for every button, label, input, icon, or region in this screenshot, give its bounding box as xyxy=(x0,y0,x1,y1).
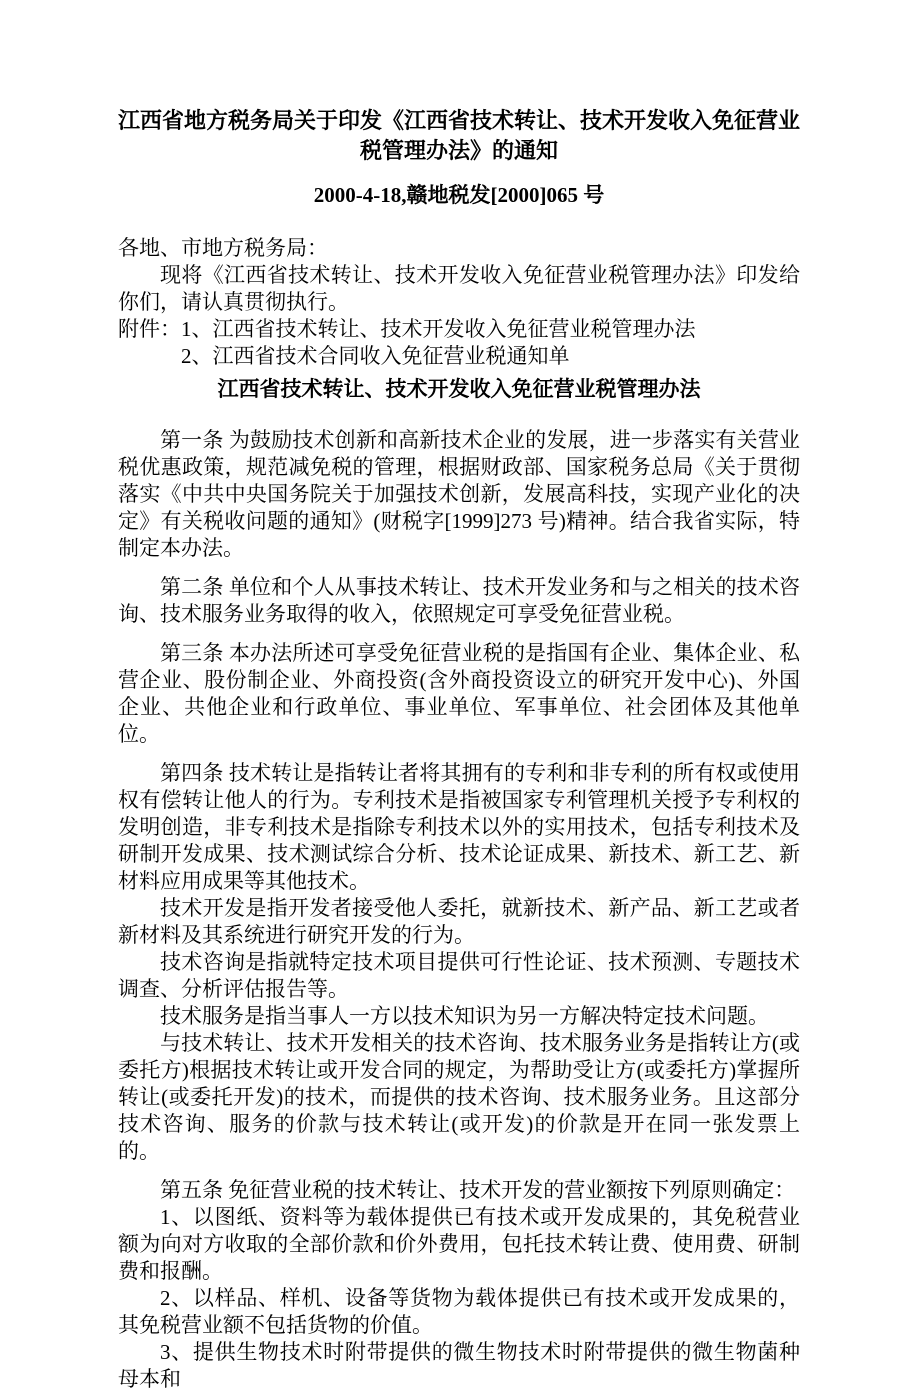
document-title: 江西省地方税务局关于印发《江西省技术转让、技术开发收入免征营业税管理办法》的通知 xyxy=(118,108,801,163)
article-4-paragraph: 第四条 技术转让是指转让者将其拥有的专利和非专利的所有权或使用权有偿转让他人的行为。专利技术是指被国家专利管理机关授予专利权的发明创造，非专利技术是指除专利技术以外的实用技术，包括专利技术及研制开发成果、技术测试综合分析、技术论证成果、新技术、新工艺、新材料应用成果等其他技术。 xyxy=(118,761,800,893)
article-1-paragraph: 第一条 为鼓励技术创新和高新技术企业的发展，进一步落实有关营业税优惠政策，规范减免税的管理，根据财政部、国家税务总局《关于贯彻落实《中共中央国务院关于加强技术创新，发展高科技，实现产业化的决定》有关税收问题的通知》(财税字[1999]273 号)精神。结合我省实际，特制定本办法。 xyxy=(118,428,800,560)
article-5-item-3: 3、提供生物技术时附带提供的微生物技术时附带提供的微生物菌种母本和 xyxy=(118,1340,800,1391)
article-2-paragraph: 第二条 单位和个人从事技术转让、技术开发业务和与之相关的技术咨询、技术服务业务取得的收入，依照规定可享受免征营业税。 xyxy=(118,575,800,626)
article-3-paragraph: 第三条 本办法所述可享受免征营业税的是指国有企业、集体企业、私营企业、股份制企业、外商投资(含外商投资设立的研究开发中心)、外国企业、共他企业和行政单位、事业单位、军事单位、社会团体及其他单位。 xyxy=(118,641,800,746)
salutation: 各地、市地方税务局： xyxy=(118,236,328,260)
article-5-item-2: 2、以样品、样机、设备等货物为载体提供已有技术或开发成果的，其免税营业额不包括货物的价值。 xyxy=(118,1286,800,1337)
article-4-subparagraph-tech-development: 技术开发是指开发者接受他人委托，就新技术、新产品、新工艺或者新材料及其系统进行研究开发的行为。 xyxy=(118,896,800,947)
article-5-item-1: 1、以图纸、资料等为载体提供已有技术或开发成果的，其免税营业额为向对方收取的全部价款和价外费用，包托技术转让费、使用费、研制费和报酬。 xyxy=(118,1205,800,1283)
attachment-line-1: 附件：1、江西省技术转让、技术开发收入免征营业税管理办法 xyxy=(118,317,696,341)
article-4-subparagraph-tech-consulting: 技术咨询是指就特定技术项目提供可行性论证、技术预测、专题技术调查、分析评估报告等。 xyxy=(118,950,800,1001)
article-4-subparagraph-tech-service: 技术服务是指当事人一方以技术知识为另一方解决特定技术问题。 xyxy=(160,1004,769,1028)
attachment-line-2: 2、江西省技术合同收入免征营业税通知单 xyxy=(181,344,570,368)
measures-heading: 江西省技术转让、技术开发收入免征营业税管理办法 xyxy=(217,377,701,401)
intro-paragraph: 现将《江西省技术转让、技术开发收入免征营业税管理办法》印发给你们，请认真贯彻执行。 xyxy=(118,263,800,314)
doc-date-number: 2000-4-18,赣地税发[2000]065 号 xyxy=(313,183,605,207)
article-5-paragraph: 第五条 免征营业税的技术转让、技术开发的营业额按下列原则确定： xyxy=(160,1178,796,1202)
article-4-subparagraph-related-business: 与技术转让、技术开发相关的技术咨询、技术服务业务是指转让方(或委托方)根据技术转让或开发合同的规定，为帮助受让方(或委托方)掌握所转让(或委托开发)的技术，而提供的技术咨询、技术服务业务。且这部分技术咨询、服务的价款与技术转让(或开发)的价款是开在同一张发票上的。 xyxy=(118,1031,800,1163)
